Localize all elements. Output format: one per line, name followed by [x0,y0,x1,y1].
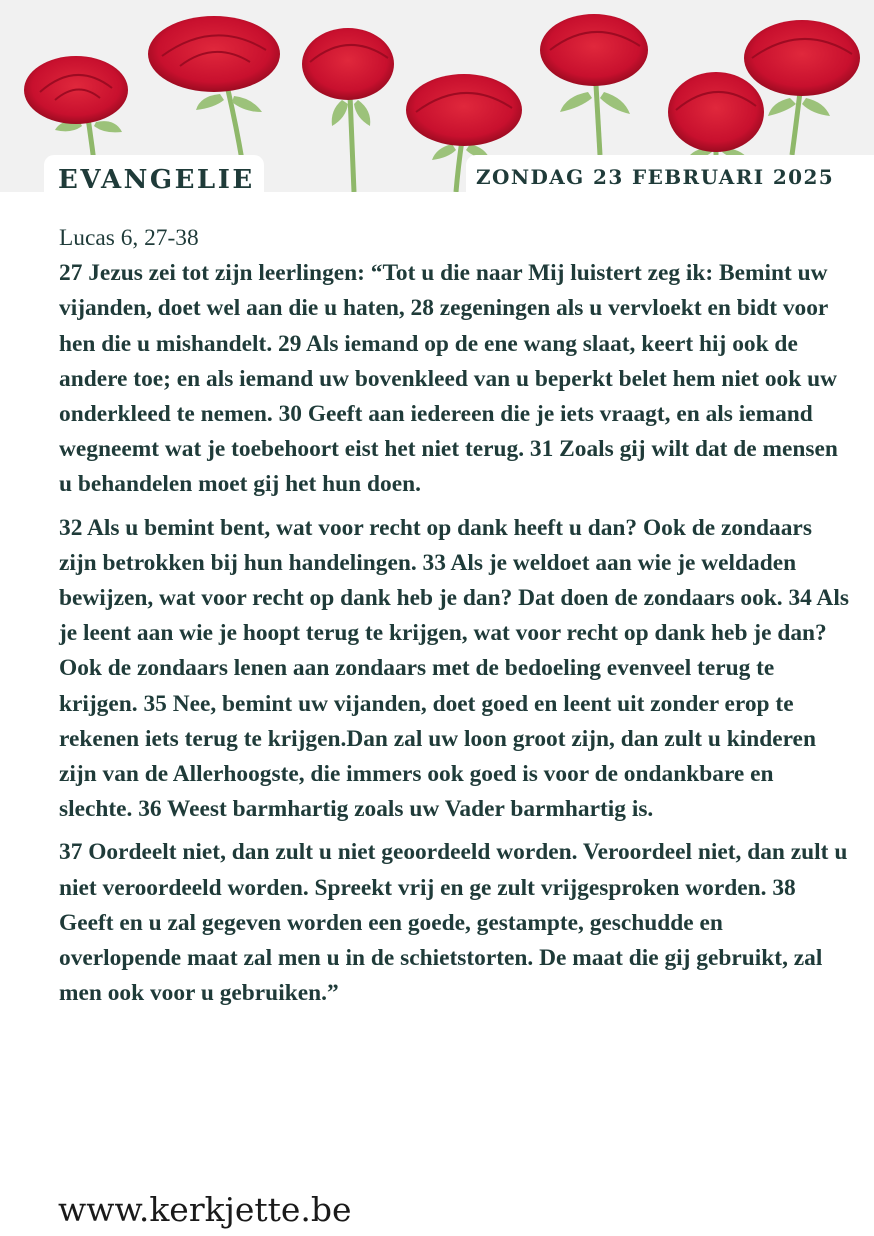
rose-3 [302,28,394,192]
scripture-reference: Lucas 6, 27-38 [59,225,199,251]
gospel-text [59,221,849,1011]
section-title: EVANGELIE [58,165,255,195]
reading-date: ZONDAG 23 FEBRUARI 2025 [476,165,835,189]
rose-7 [744,20,860,155]
banner-roses-image [0,0,874,192]
gospel-paragraph-2: 32 Als u bemint bent, wat voor recht op dank heeft u dan? Ook de zondaars zijn betrokken bij hun handelingen. 33 Als je weldoet aan wie je weldaden bewijzen, wat voor recht op dank heb je dan? Dat doen de zondaars ook. 34 Als je leent aan wie je hoopt terug te krijgen, wat voor recht op dank heb je dan? Ook de zondaars lenen aan zondaars met de bedoeling evenveel terug te krijgen. 35 Nee, bemint uw vijanden, doet goed en leent uit zonder erop te rekenen iets terug te krijgen.Dan zal uw loon groot zijn, dan zult u kinderen zijn van de Allerhoogste, die immers ook goed is voor de ondankbare en slechte. 36 Weest barmhartig zoals uw Vader barmhartig is. [59,514,849,823]
gospel-paragraph-1: 27 Jezus zei tot zijn leerlingen: “Tot u die naar Mij luistert zeg ik: Bemint uw vijanden, doet wel aan die u haten, 28 zegeningen als u vervloekt en bidt voor hen die u mishandelt. 29 Als iemand op de ene wang slaat, keert hij ook de andere toe; en als iemand uw bovenkleed van u beperkt belet hem niet ook uw onderkleed te nemen. 30 Geeft aan iedereen die je iets vraagt, en als iemand wegneemt wat je toebehoort eist het niet terug. 31 Zoals gij wilt dat de mensen u behandelen moet gij het hun doen. [59,260,838,498]
rose-5 [540,14,648,155]
rose-2 [148,16,280,160]
gospel-paragraph-3: 37 Oordeelt niet, dan zult u niet geoordeeld worden. Veroordeel niet, dan zult u niet veroordeeld worden. Spreekt vrij en ge zult vrijgesproken worden. 38 Geeft en u zal gegeven worden een goede, gestampte, geschudde en overlopende maat zal men u in de schietstorten. De maat die gij gebruikt, zal men ook voor u gebruiken.” [59,839,848,1007]
website-url: www.kerkjette.be [58,1190,352,1229]
rose-1 [24,56,128,170]
